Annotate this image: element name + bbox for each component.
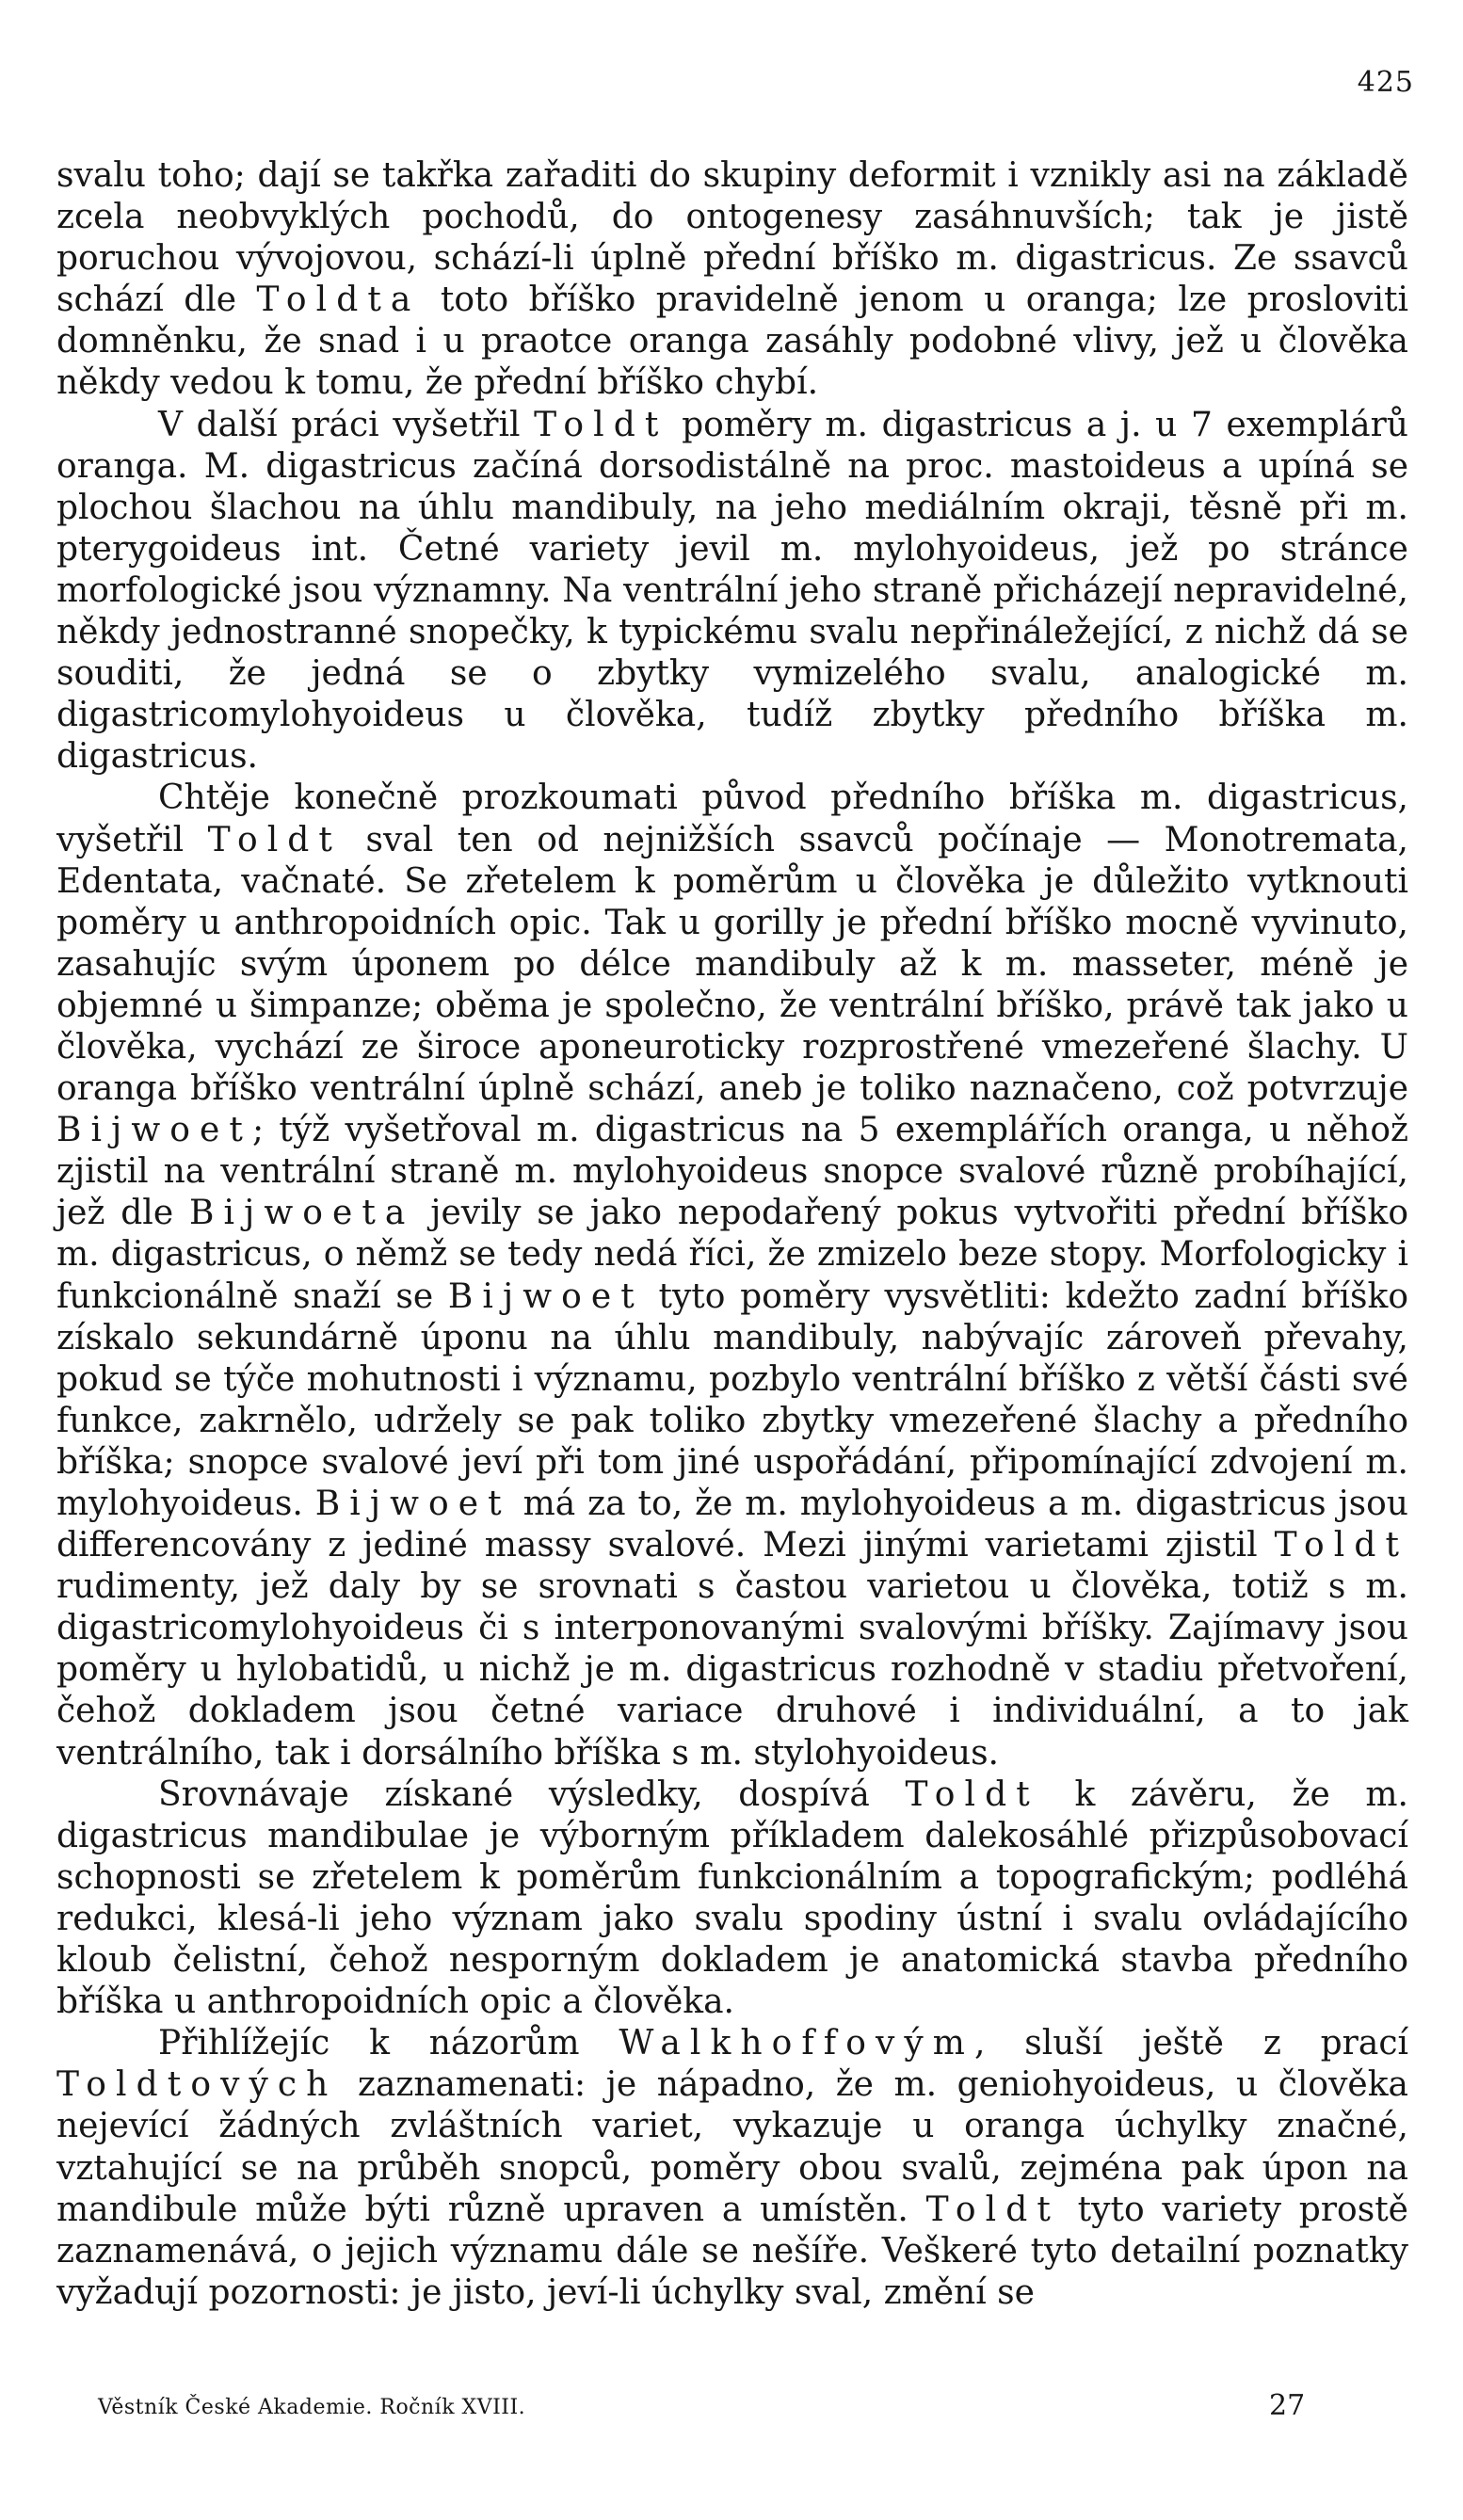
paragraph [56,405,1408,778]
author-name: Bijwoeta [188,1194,415,1233]
paragraph [56,155,1408,405]
paragraph [56,1774,1408,2024]
page-number: 425 [1357,66,1414,99]
text-run: má za to, že m. mylohyoideus a m. digastricus jsou differencovány z jediné massy svalové. Mezi jinými varietami zjistil [56,1485,1408,1565]
author-name: Toldt [905,1774,1039,1814]
text-run: , sluší ještě z prací [974,2024,1409,2063]
paragraph [56,2023,1408,2314]
footer-journal-title: Věstník České Akademie. Ročník XVIII. [98,2396,526,2419]
author-name: Toldt [925,2190,1060,2229]
text-run: tyto poměry vysvětliti: kdežto zadní bříško získalo sekundárně úponu na úhlu mandibuly, nabývajíc zároveň převahy, pokud se týče mohutnosti i významu, pozbylo ventrální bříško z větší části své funkce, zakrnělo, udržely se pak toliko zbytky vmezeřené šlachy a předního bříška; snopce svalové jeví při tom jiné uspořádání, připomínající zdvojení m. mylohyoideus. [56,1276,1408,1523]
text-run: tyto variety prostě zaznamenává, o jejich významu dále se nešíře. Veškeré tyto detailní poznatky vyžadují pozornosti: je jisto, jeví-li úchylky sval, změní se [56,2190,1408,2312]
footer-signature-mark: 27 [1269,2389,1306,2422]
text-run: rudimenty, jež daly by se srovnati s častou varietou u člověka, totiž s m. digastricomylohyoideus či s interponovanými svalovými bříšky. Zajímavy jsou poměry u hylobatidů, u nichž je m. digastricus rozhodně v stadiu přetvoření, čehož dokladem jsou četné variace druhové i individuální, a to jak ventrálního, tak i dorsálního bříška s m. stylohyoideus. [56,1567,1408,1773]
text-run: k závěru, že m. digastricus mandibulae je výborným příkladem dalekosáhlé přizpůsobovací schopnosti se zřetelem k poměrům funkcionálním a topografickým; podléhá redukci, klesá-li jeho význam jako svalu spodiny ústní i svalu ovládajícího kloub čelistní, čehož nesporným dokladem je anatomická stavba předního bříška u anthropoidních opic a člověka. [56,1774,1408,2022]
text-run: V další práci vyšetřil [158,405,535,444]
text-run: poměry m. digastricus a j. u 7 exemplárů oranga. M. digastricus začíná dorsodistálně na proc. mastoideus a upíná se plochou šlachou na úhlu mandibuly, na jeho mediálním okraji, těsně při m. pterygoideus int. Četné variety jevil m. mylohyoideus, jež po stránce morfologické jsou významny. Na ventrální jeho straně přicházejí nepravidelné, někdy jednostranné snopečky, k typickému svalu nepřináležející, z nichž dá se souditi, že jedná se o zbytky vymizelého svalu, analogické m. digastricomylohyoideus u člověka, tudíž zbytky předního bříška m. digastricus. [56,405,1408,777]
author-name: Toldt [207,820,342,859]
author-name: Toldt [1274,1526,1408,1565]
text-run: Chtěje konečně prozkoumati původ předního bříška m. digastricus, vyšetřil [56,778,1408,859]
text-run: svalu toho; dají se takřka zařaditi do skupiny deformit i vznikly asi na základě zcela neobvyklých pochodů, do ontogenesy zasáhnuvších; tak je jistě poruchou vývojovou, schází-li úplně přední bříško m. digastricus. Ze ssavců schází dle [56,156,1408,320]
author-name: Bijwoet [314,1485,511,1523]
text-run: jevily se jako nepodařený pokus vytvořiti přední bříško m. digastricus, o němž se tedy nedá říci, že zmizelo beze stopy. Morfologicky i funkcionálně snaží se [56,1194,1409,1316]
author-name: Toldt [534,405,668,444]
text-run: sval ten od nejnižších ssavců počínaje — Monotremata, Edentata, vačnaté. Se zřetelem k poměrům u člověka je důležito vytknouti poměry u anthropoidních opic. Tak u gorilly je přední bříško mocně vyvinuto, zasahujíc svým úponem po délce mandibuly až k m. masseter, méně je objemné u šimpanze; oběma je společno, že ventrální bříško, právě tak jako u člověka, vychází ze široce aponeuroticky rozprostřené vmezeřené šlachy. U oranga bříško ventrální úplně schází, aneb je toliko naznačeno, což potvrzuje [56,820,1408,1109]
author-name: Toldtových [56,2065,338,2105]
author-name: Toldta [256,281,421,320]
author-name: Walkhoffovým [619,2024,975,2063]
text-run: zaznamenati: je nápadno, že m. geniohyoideus, u člověka nejevící žádných zvláštních variet, vykazuje u oranga úchylky značné, vztahující se na průběh snopců, poměry obou svalů, zejména pak úpon na mandibule může býti různě upraven a umístěn. [56,2065,1408,2229]
body-text [56,155,1408,2314]
text-run: ; týž vyšetřoval m. digastricus na 5 exemplářích oranga, u něhož zjistil na ventrální straně m. mylohyoideus snopce svalové různě probíhající, jež dle [56,1111,1408,1233]
text-run: Přihlížejíc k názorům [158,2024,619,2063]
paragraph [56,778,1408,1774]
text-run: toto bříško pravidelně jenom u oranga; lze prosloviti domněnku, že snad i u praotce oranga zasáhly podobné vlivy, jež u člověka někdy vedou k tomu, že přední bříško chybí. [56,281,1408,403]
author-name: Bijwoet [447,1276,644,1316]
author-name: Bijwoet [56,1111,252,1150]
text-run: Srovnávaje získané výsledky, dospívá [158,1774,906,1814]
